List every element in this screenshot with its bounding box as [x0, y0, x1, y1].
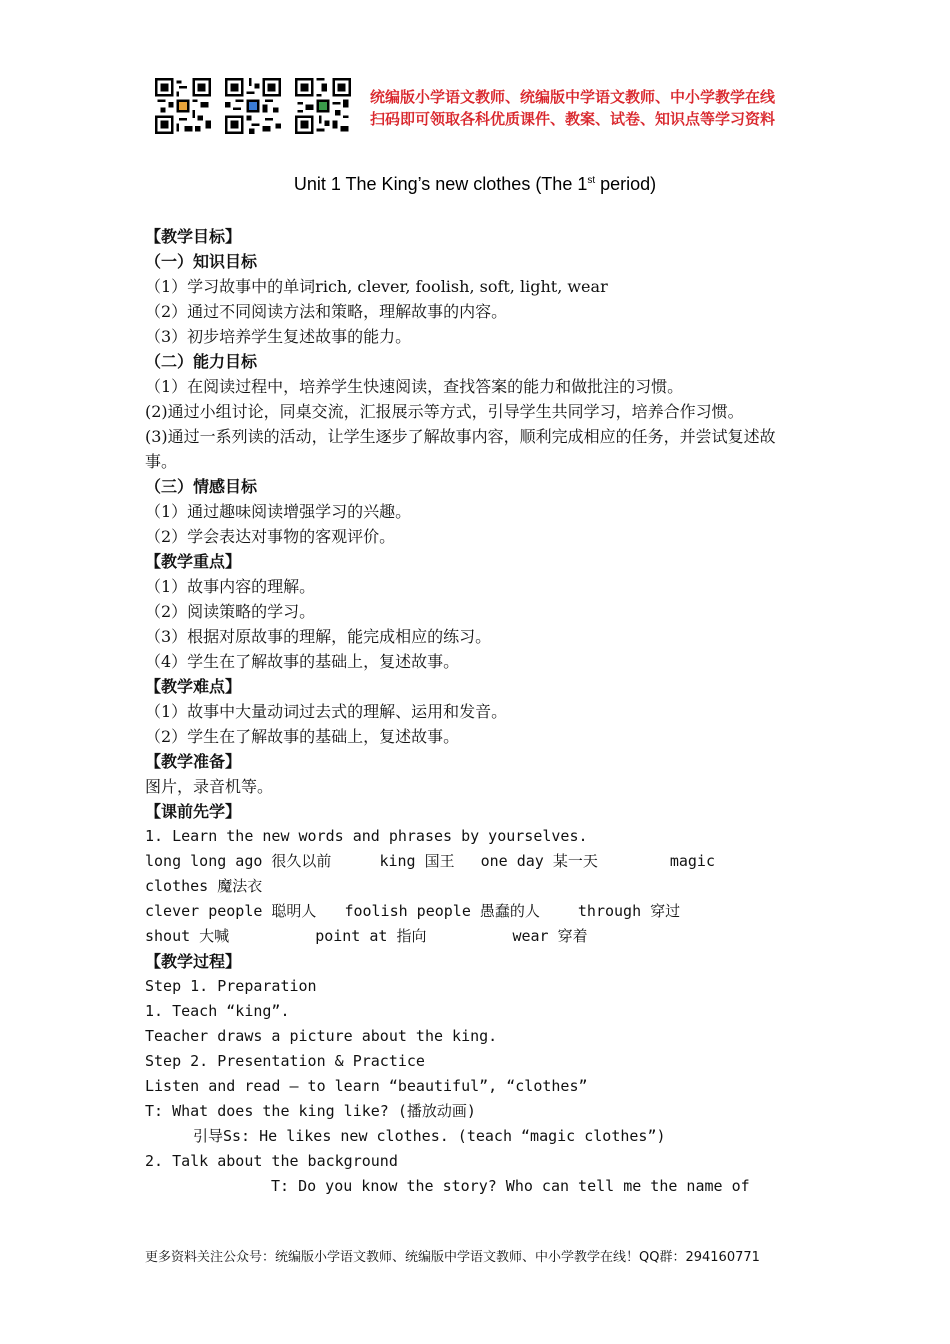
vocab-through: through 穿过	[577, 902, 681, 920]
process-line-7: 引导Ss: He likes new clothes. (teach “magic clothes”)	[193, 1127, 666, 1145]
difficulty-2: （2）学生在了解故事的基础上，复述故事。	[145, 727, 460, 746]
title-superscript: st	[587, 175, 596, 186]
qr-code-3	[295, 78, 351, 134]
prestudy-intro: 1. Learn the new words and phrases by yourselves.	[145, 827, 588, 845]
subheading-knowledge: （一）知识目标	[145, 252, 258, 271]
vocab-king: king 国王	[379, 852, 455, 870]
knowledge-item-1: （1）学习故事中的单词rich, clever, foolish, soft, light, wear	[145, 277, 608, 296]
emotion-item-2: （2）学会表达对事物的客观评价。	[145, 527, 396, 546]
vocab-one-day: one day 某一天	[480, 852, 598, 870]
process-line-6: T: What does the king like? (播放动画)	[145, 1102, 476, 1120]
process-line-8: 2. Talk about the background	[145, 1152, 398, 1170]
vocab-foolish-people: foolish people 愚蠢的人	[344, 902, 540, 920]
process-line-4: Step 2. Presentation & Practice	[145, 1052, 425, 1070]
ability-item-3: (3)通过一系列读的活动，让学生逐步了解故事内容，顺利完成相应的任务，并尝试复述故事。	[145, 427, 776, 471]
page-header	[155, 78, 815, 138]
section-heading-prestudy: 【课前先学】	[145, 802, 242, 821]
subheading-ability: （二）能力目标	[145, 352, 258, 371]
banner-line-2: 扫码即可领取各科优质课件、教案、试卷、知识点等学习资料	[370, 110, 776, 128]
section-heading-key-points: 【教学重点】	[145, 552, 242, 571]
key-point-1: （1）故事内容的理解。	[145, 577, 316, 596]
key-point-3: （3）根据对原故事的理解，能完成相应的练习。	[145, 627, 492, 646]
vocab-row-2: clothes 魔法衣	[145, 877, 263, 895]
vocab-shout: shout 大喊	[145, 927, 230, 945]
qr-code-2	[225, 78, 281, 134]
title-end: period)	[595, 174, 657, 194]
process-line-3: Teacher draws a picture about the king.	[145, 1027, 498, 1045]
vocab-wear: wear 穿着	[512, 927, 588, 945]
process-line-2: 1. Teach “king”.	[145, 1002, 290, 1020]
subheading-emotion: （三）情感目标	[145, 477, 258, 496]
key-point-4: （4）学生在了解故事的基础上，复述故事。	[145, 652, 460, 671]
process-line-1: Step 1. Preparation	[145, 977, 317, 995]
vocab-clever-people: clever people 聪明人	[145, 902, 317, 920]
knowledge-item-3: （3）初步培养学生复述故事的能力。	[145, 327, 412, 346]
section-heading-process: 【教学过程】	[145, 952, 242, 971]
ability-item-1: （1）在阅读过程中，培养学生快速阅读，查找答案的能力和做批注的习惯。	[145, 377, 684, 396]
vocab-row-3	[145, 899, 807, 924]
knowledge-item-2: （2）通过不同阅读方法和策略，理解故事的内容。	[145, 302, 508, 321]
promo-banner	[370, 86, 775, 130]
preparation-text: 图片，录音机等。	[145, 777, 274, 796]
vocab-long-long-ago: long long ago 很久以前	[145, 852, 332, 870]
title-main: Unit 1 The King’s new clothes (The 1	[293, 174, 588, 194]
section-heading-difficulties: 【教学难点】	[145, 677, 242, 696]
process-line-9: T: Do you know the story? Who can tell me the name of	[271, 1177, 750, 1195]
page-title	[0, 174, 950, 195]
banner-line-1: 统编版小学语文教师、统编版中学语文教师、中小学教学在线	[370, 88, 776, 106]
section-heading-objectives: 【教学目标】	[145, 227, 242, 246]
ability-item-2: (2)通过小组讨论，同桌交流，汇报展示等方式，引导学生共同学习，培养合作习惯。	[145, 402, 744, 421]
qr-code-1	[155, 78, 211, 134]
emotion-item-1: （1）通过趣味阅读增强学习的兴趣。	[145, 502, 412, 521]
vocab-row-4	[145, 924, 807, 949]
document-body	[145, 224, 807, 1199]
page-footer: 更多资料关注公众号：统编版小学语文教师、统编版中学语文教师、中小学教学在线！QQ群：294160771	[145, 1250, 760, 1265]
process-line-5: Listen and read — to learn “beautiful”, “clothes”	[145, 1077, 588, 1095]
vocab-magic: magic	[669, 852, 715, 870]
difficulty-1: （1）故事中大量动词过去式的理解、运用和发音。	[145, 702, 508, 721]
vocab-row-1	[145, 849, 807, 874]
key-point-2: （2）阅读策略的学习。	[145, 602, 316, 621]
section-heading-preparation: 【教学准备】	[145, 752, 242, 771]
vocab-point-at: point at 指向	[315, 927, 427, 945]
